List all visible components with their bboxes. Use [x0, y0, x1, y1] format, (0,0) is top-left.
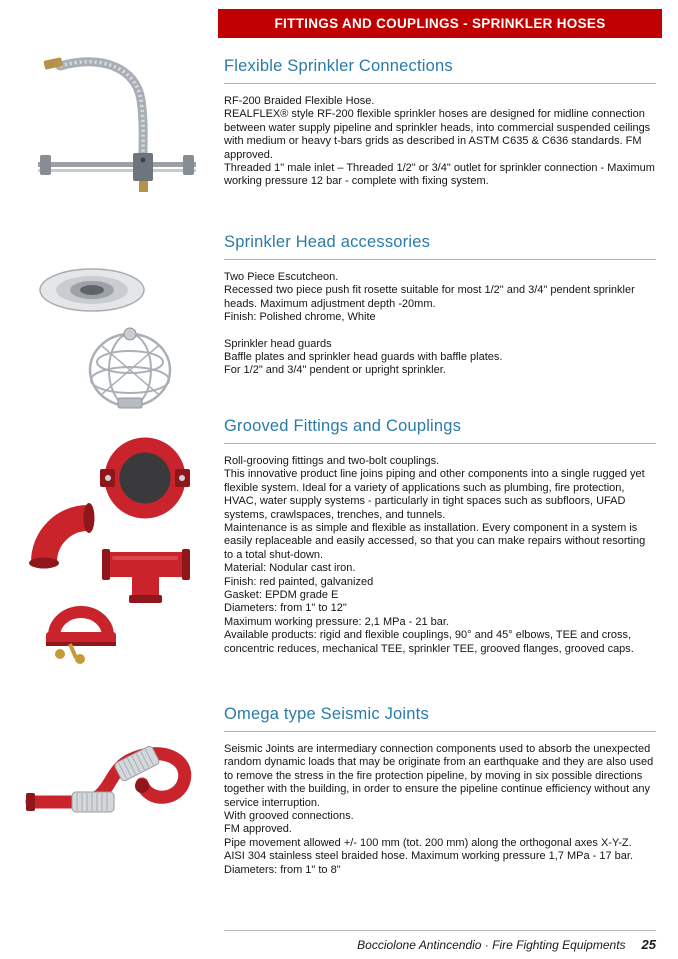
- paragraph: REALFLEX® style RF-200 flexible sprinkler hoses are designed for midline connection between water supply pipeline and sprinkler heads, into commercial suspended ceilings with medium or heavy t-bars grids as described in ASTM C635 & C636 standards. FM approved.: [224, 108, 651, 161]
- header-bar: [218, 9, 662, 38]
- paragraph: For 1/2" and 3/4" pendent or upright sprinkler.: [224, 364, 446, 377]
- paragraph: Sprinkler head guards: [224, 337, 332, 350]
- escutcheon-guard-image: [30, 250, 195, 420]
- flexible-hose-illustration: [30, 50, 205, 200]
- omega-seismic-joint-illustration: [20, 718, 215, 833]
- section-flexible-sprinkler-connections: [224, 57, 656, 189]
- paragraph: Gasket: EPDM grade E: [224, 589, 339, 602]
- paragraph: Material: Nodular cast iron.: [224, 562, 356, 575]
- paragraph: Baffle plates and sprinkler head guards with baffle plates.: [224, 351, 503, 364]
- paragraph: Finish: red painted, galvanized: [224, 575, 374, 588]
- section-body: [224, 271, 656, 378]
- paragraph: Two Piece Escutcheon.: [224, 271, 339, 283]
- section-sprinkler-head-accessories: [224, 233, 656, 378]
- section-title: Omega type Seismic Joints: [224, 705, 656, 732]
- paragraph: Maximum working pressure: 2,1 MPa - 21 bar.: [224, 615, 449, 628]
- paragraph: Recessed two piece push fit rosette suitable for most 1/2" and 3/4" pendent sprinkler heads. Maximum adjustment depth -20mm.: [224, 284, 635, 310]
- omega-seismic-joint-image: [20, 718, 215, 838]
- paragraph: Finish: Polished chrome, White: [224, 311, 376, 324]
- page-number: 25: [641, 937, 656, 952]
- section-grooved-fittings-and-couplings: [224, 417, 656, 656]
- escutcheon-guard-illustration: [30, 250, 195, 415]
- section-title: Grooved Fittings and Couplings: [224, 417, 656, 444]
- paragraph: [224, 325, 656, 338]
- page-title: FITTINGS AND COUPLINGS - SPRINKLER HOSES: [274, 16, 606, 31]
- paragraph: Roll-grooving fittings and two-bolt couplings.: [224, 455, 440, 467]
- section-body: [224, 95, 656, 189]
- paragraph: FM approved.: [224, 823, 292, 836]
- grooved-fittings-image: [20, 430, 215, 670]
- paragraph: Pipe movement allowed +/- 100 mm (tot. 200 mm) along the orthogonal axes X-Y-Z.: [224, 836, 632, 849]
- paragraph: Available products: rigid and flexible couplings, 90° and 45° elbows, TEE and cross, concentric reduces, mechanical TEE, sprinkler TEE, grooved flanges, grooved caps.: [224, 629, 634, 655]
- paragraph: Maintenance is as simple and flexible as installation. Every component in a system is easily replaceable and easily accessed, so that you can make repairs without resorting to a total shut-down.: [224, 522, 646, 561]
- section-title: Flexible Sprinkler Connections: [224, 57, 656, 84]
- flexible-hose-image: [30, 50, 205, 205]
- paragraph: Threaded 1" male inlet – Threaded 1/2" or 3/4" outlet for sprinkler connection - Maximum working pressure 12 bar - complete with fixing system.: [224, 162, 655, 188]
- page-footer: [224, 930, 656, 952]
- section-title: Sprinkler Head accessories: [224, 233, 656, 260]
- footer-text: Bocciolone Antincendio · Fire Fighting Equipments: [357, 938, 626, 952]
- section-body: [224, 743, 656, 877]
- paragraph: With grooved connections.: [224, 810, 354, 823]
- grooved-fittings-illustration: [20, 430, 215, 665]
- section-omega-type-seismic-joints: [224, 705, 656, 877]
- section-body: [224, 455, 656, 656]
- paragraph: Diameters: from 1" to 12": [224, 602, 347, 615]
- paragraph: Seismic Joints are intermediary connection components used to absorb the unexpected random dynamic loads that may be originate from an earthquake and they are also used to remove the stress in the fire protection pipeline, by moving in six possible directions together with the building, in order to ensure the pipeline continue efficiency without any service interruption.: [224, 743, 654, 809]
- paragraph: This innovative product line joins piping and other components into a single rugged yet flexible system. Ideal for a variety of applications such as plumbing, fire protection, HVAC, water supply systems - particularly in tight spaces such as subfloors, UFAD systems, crawlspaces, trenches, and tunnels.: [224, 468, 645, 521]
- paragraph: RF-200 Braided Flexible Hose.: [224, 95, 375, 107]
- paragraph: AISI 304 stainless steel braided hose. Maximum working pressure 1,7 MPa - 17 bar.: [224, 850, 634, 863]
- paragraph: Diameters: from 1" to 8": [224, 863, 341, 876]
